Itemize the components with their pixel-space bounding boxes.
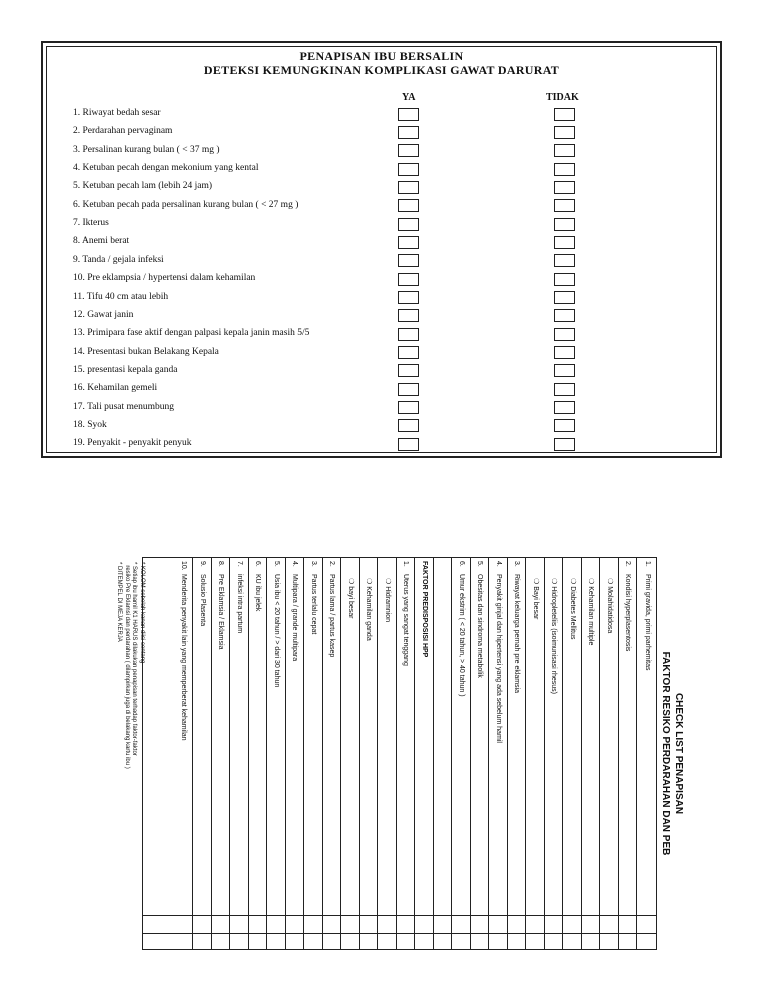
row-text: Multipara / grande multipara	[291, 574, 299, 662]
row-text: ❍ bayi besar	[347, 578, 354, 619]
item-label: 7. Ikterus	[73, 218, 109, 229]
row-text: ❍ Kehamilan ganda	[365, 578, 373, 641]
checklist-row	[175, 558, 194, 949]
checkbox-ya[interactable]	[398, 218, 419, 231]
note-line: * DITEMPEL DI MEJA KERJA	[116, 562, 123, 642]
checklist-notes	[115, 562, 145, 952]
checkbox-ya[interactable]	[398, 346, 419, 359]
penapisan-form	[41, 41, 722, 458]
item-label: 4. Ketuban pecah dengan mekonium yang kental	[73, 163, 259, 174]
checklist-row	[231, 558, 250, 949]
row-number: 7.	[236, 561, 243, 567]
checklist-row	[490, 558, 509, 949]
checklist-row	[434, 558, 453, 949]
checkbox-tidak[interactable]	[554, 401, 575, 414]
checkbox-tidak[interactable]	[554, 181, 575, 194]
item-label: 1. Riwayat bedah sesar	[73, 108, 161, 118]
col-header-ya: YA	[402, 92, 416, 103]
checklist-row	[453, 558, 472, 949]
checklist-row	[545, 558, 564, 949]
row-number: 5.	[476, 561, 484, 567]
item-label: 18. Syok	[73, 419, 107, 430]
checklist-row	[286, 558, 305, 949]
form-title: PENAPISAN IBU BERSALIN	[299, 49, 464, 63]
note-line: * KOLOM sebelah kanan diisi centang	[139, 562, 145, 664]
checkbox-tidak[interactable]	[554, 126, 575, 139]
row-text: Umur ekstrim ( < 20 tahun, > 40 tahun )	[458, 574, 465, 697]
row-text: ❍ Bayi besar	[532, 578, 539, 620]
row-number: 1.	[402, 561, 410, 567]
checkbox-tidak[interactable]	[554, 273, 575, 286]
row-text: ❍ Diabetes Mellitus	[569, 578, 576, 640]
checklist-row	[638, 558, 657, 949]
row-number: 8.	[217, 561, 225, 567]
checkbox-tidak[interactable]	[554, 309, 575, 322]
checkbox-tidak[interactable]	[554, 254, 575, 267]
item-label: 10. Pre eklampsia / hypertensi dalam kehamilan	[73, 273, 256, 284]
row-number: 4.	[495, 561, 502, 567]
checklist-row	[397, 558, 416, 949]
row-text: Penyakit ginjal dan hipertensi yang ada sebelum hamil	[495, 574, 502, 743]
checklist-row	[471, 558, 490, 949]
checkbox-ya[interactable]	[398, 254, 419, 267]
checkbox-tidak[interactable]	[554, 438, 575, 451]
row-text: Primi gravida, primi parhemitas	[644, 574, 651, 671]
checklist-card	[116, 557, 685, 950]
checkbox-tidak[interactable]	[554, 108, 575, 121]
checkbox-ya[interactable]	[398, 309, 419, 322]
col-header-tidak: TIDAK	[546, 92, 579, 103]
item-label: 17. Tali pusat menumbung	[73, 401, 175, 412]
checkbox-ya[interactable]	[398, 126, 419, 139]
row-number: 5.	[273, 561, 280, 567]
row-text: Riwayat keluarga pernah pre eklamsia	[513, 574, 521, 694]
checklist-row	[564, 558, 583, 949]
item-label: 2. Perdarahan pervaginam	[73, 126, 173, 137]
item-label: 13. Primipara fase aktif dengan palpasi kepala janin masih 5/5	[73, 328, 310, 339]
checkbox-tidak[interactable]	[554, 199, 575, 212]
item-label: 11. Tifu 40 cm atau lebih	[73, 291, 169, 302]
checklist-row	[212, 558, 231, 949]
row-number: 3.	[310, 561, 317, 567]
checkbox-tidak[interactable]	[554, 364, 575, 377]
checkbox-ya[interactable]	[398, 199, 419, 212]
checklist-title	[659, 557, 685, 950]
checklist-row	[379, 558, 398, 949]
row-number: 6.	[254, 561, 262, 567]
checklist-title-line2: FAKTOR RESIKO PERDARAHAN DAN PEB	[660, 651, 671, 856]
item-label: 3. Persalinan kurang bulan ( < 37 mg )	[73, 144, 220, 155]
row-text: Solusio Plasenta	[199, 574, 206, 627]
row-text: Kondisi hyperplasentosis	[624, 574, 632, 652]
row-text: ❍ Hidropleteliis (isoimunisasi rhesus)	[550, 578, 558, 694]
checklist-row	[268, 558, 287, 949]
checkbox-ya[interactable]	[398, 419, 419, 432]
note-line: resiko Pre Eklamsi dan perdarahan ( dilampirkan juga di belakang kartu ibu )	[124, 562, 130, 769]
checklist-row	[249, 558, 268, 949]
checklist-row	[582, 558, 601, 949]
checkbox-ya[interactable]	[398, 163, 419, 176]
row-text: Pre Eklamsia / Eklamsia	[217, 574, 225, 650]
checkbox-tidak[interactable]	[554, 236, 575, 249]
checklist-row	[342, 558, 361, 949]
item-label: 12. Gawat janin	[73, 309, 134, 320]
checklist-row	[194, 558, 213, 949]
checklist-row	[508, 558, 527, 949]
row-number: 6.	[458, 561, 465, 567]
row-number: 9.	[199, 561, 206, 567]
item-label: 6. Ketuban pecah pada persalinan kurang bulan ( < 27 mg )	[73, 199, 299, 210]
item-label: 5. Ketuban pecah lam (lebih 24 jam)	[73, 181, 213, 192]
item-label: 19. Penyakit - penyakit penyuk	[73, 438, 192, 449]
item-label: 16. Kehamilan gemeli	[73, 383, 158, 394]
row-text: Partus terlalu cepat	[310, 574, 317, 635]
checkbox-tidak[interactable]	[554, 291, 575, 304]
row-text: Partus lama / partus kasep	[328, 574, 336, 658]
row-text: Usia ibu < 20 tahun / > dari 30 tahun	[273, 574, 280, 688]
checkbox-tidak[interactable]	[554, 346, 575, 359]
note-line: * Setiap ibu hamil K1 HARUS dilakukan penapisan terhadap faktor-faktor	[131, 562, 138, 756]
item-label: 15. presentasi kepala ganda	[73, 364, 178, 375]
row-text: FAKTOR PREDISPOSISI HPP	[421, 561, 428, 658]
row-number: 1.	[644, 561, 651, 567]
checkbox-ya[interactable]	[398, 108, 419, 121]
row-text: ❍ Molahidatidosa	[606, 578, 613, 634]
checklist-rotated-container	[116, 557, 685, 950]
checklist-row	[601, 558, 620, 949]
row-number: 4.	[291, 561, 299, 567]
row-text: KU ibu jelek	[254, 574, 262, 612]
checklist-row	[305, 558, 324, 949]
checkbox-ya[interactable]	[398, 291, 419, 304]
checkbox-ya[interactable]	[398, 364, 419, 377]
checkbox-ya[interactable]	[398, 438, 419, 451]
row-text: Uterus yang sangat tenggang	[402, 574, 410, 666]
checklist-table	[142, 557, 657, 950]
row-number: 10.	[180, 561, 188, 571]
checklist-row	[416, 558, 435, 949]
row-text: ❍ Kehamilan multiple	[587, 578, 595, 646]
checkbox-ya[interactable]	[398, 328, 419, 341]
item-label: 14. Presentasi bukan Belakang Kepala	[73, 346, 219, 357]
item-label: 8. Anemi berat	[73, 236, 130, 247]
checklist-row	[619, 558, 638, 949]
checkbox-ya[interactable]	[398, 401, 419, 414]
checklist-row	[360, 558, 379, 949]
checkbox-ya[interactable]	[398, 383, 419, 396]
row-text: infeksi intra partum	[236, 574, 243, 634]
checkbox-tidak[interactable]	[554, 163, 575, 176]
row-number: 2.	[328, 561, 336, 567]
checkbox-ya[interactable]	[398, 144, 419, 157]
row-text: Menderita penyakit lain yang memperberat kehamilan	[180, 574, 188, 741]
checkbox-tidak[interactable]	[554, 218, 575, 231]
checkbox-tidak[interactable]	[554, 328, 575, 341]
checkbox-tidak[interactable]	[554, 144, 575, 157]
row-text: ❍ Hidramnion	[384, 578, 391, 623]
form-subtitle: DETEKSI KEMUNGKINAN KOMPLIKASI GAWAT DARURAT	[203, 63, 560, 77]
checklist-title-line1: CHECK LIST PENAPISAN	[673, 692, 684, 815]
row-text: Obesitas dan sindroma metabolik	[476, 574, 484, 678]
checkbox-ya[interactable]	[398, 236, 419, 249]
checkbox-ya[interactable]	[398, 181, 419, 194]
row-number: 2.	[624, 561, 632, 567]
checklist-row	[323, 558, 342, 949]
item-label: 9. Tanda / gejala infeksi	[73, 254, 164, 265]
row-number: 3.	[513, 561, 521, 567]
checkbox-tidak[interactable]	[554, 383, 575, 396]
checkbox-tidak[interactable]	[554, 419, 575, 432]
checklist-row	[527, 558, 546, 949]
checkbox-ya[interactable]	[398, 273, 419, 286]
